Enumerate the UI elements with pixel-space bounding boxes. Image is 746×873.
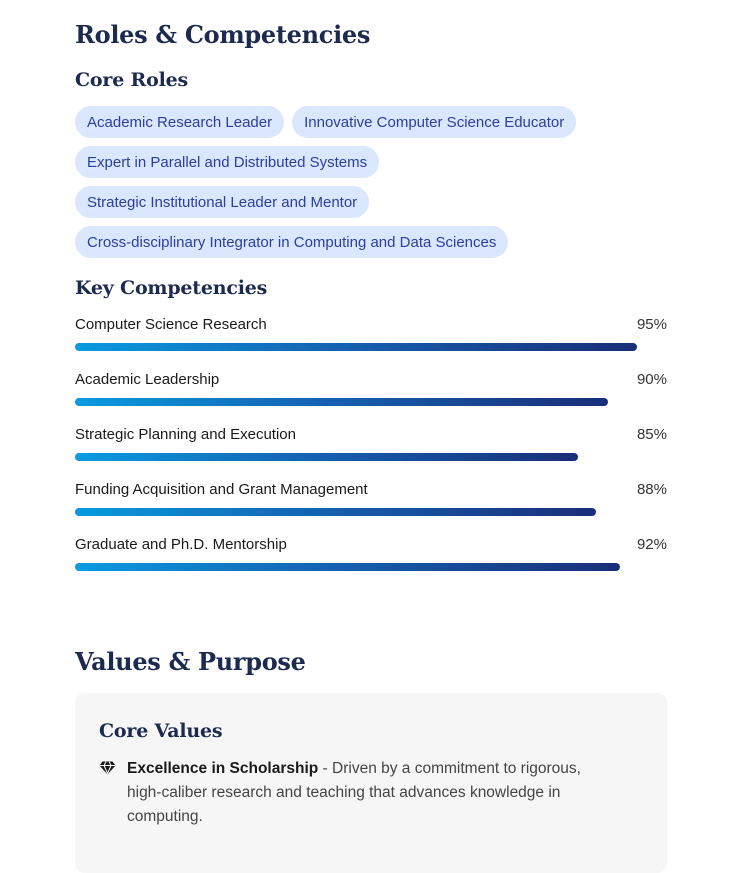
competency-bar-fill [75,343,637,351]
competency-percent: 85% [636,426,667,443]
competency-percent: 95% [636,316,667,333]
values-section-title: Values & Purpose [75,647,306,676]
competency-label: Graduate and Ph.D. Mentorship [75,536,287,553]
competency-item [75,424,667,474]
competency-item [75,314,667,364]
core-values-card [75,693,667,873]
competency-bar-track [75,343,667,351]
competency-label: Strategic Planning and Execution [75,426,296,443]
competency-percent: 90% [636,371,667,388]
roles-section-title: Roles & Competencies [75,20,371,49]
competency-item [75,369,667,419]
competency-bar-fill [75,563,620,571]
competency-label: Computer Science Research [75,316,267,333]
value-description-block [127,757,619,829]
value-item [99,757,619,829]
core-roles-list [75,106,667,266]
competency-bar-fill [75,398,608,406]
core-roles-title: Core Roles [75,69,188,91]
role-chip[interactable]: Strategic Institutional Leader and Mentor [75,186,369,218]
value-description: Driven by a commitment to rigorous, high-caliber research and teaching that advances knowledge in computing. [127,760,581,825]
competency-percent: 88% [636,481,667,498]
value-separator: - [318,760,333,777]
role-chip[interactable]: Cross-disciplinary Integrator in Computing and Data Sciences [75,226,508,258]
role-chip[interactable]: Expert in Parallel and Distributed Systems [75,146,379,178]
value-name: Excellence in Scholarship [127,760,319,777]
competency-percent: 92% [636,536,667,553]
competency-bar-track [75,453,667,461]
core-values-title: Core Values [99,720,223,742]
role-chip[interactable]: Innovative Computer Science Educator [292,106,576,138]
competency-bar-track [75,508,667,516]
competency-bar-track [75,398,667,406]
competency-label: Funding Acquisition and Grant Management [75,481,368,498]
competency-bar-track [75,563,667,571]
competency-label: Academic Leadership [75,371,220,388]
gem-icon [99,757,121,829]
competency-item [75,479,667,529]
competency-bar-fill [75,453,578,461]
role-chip[interactable]: Academic Research Leader [75,106,284,138]
competency-item [75,534,667,584]
competency-bar-fill [75,508,596,516]
key-competencies-title: Key Competencies [75,277,268,299]
